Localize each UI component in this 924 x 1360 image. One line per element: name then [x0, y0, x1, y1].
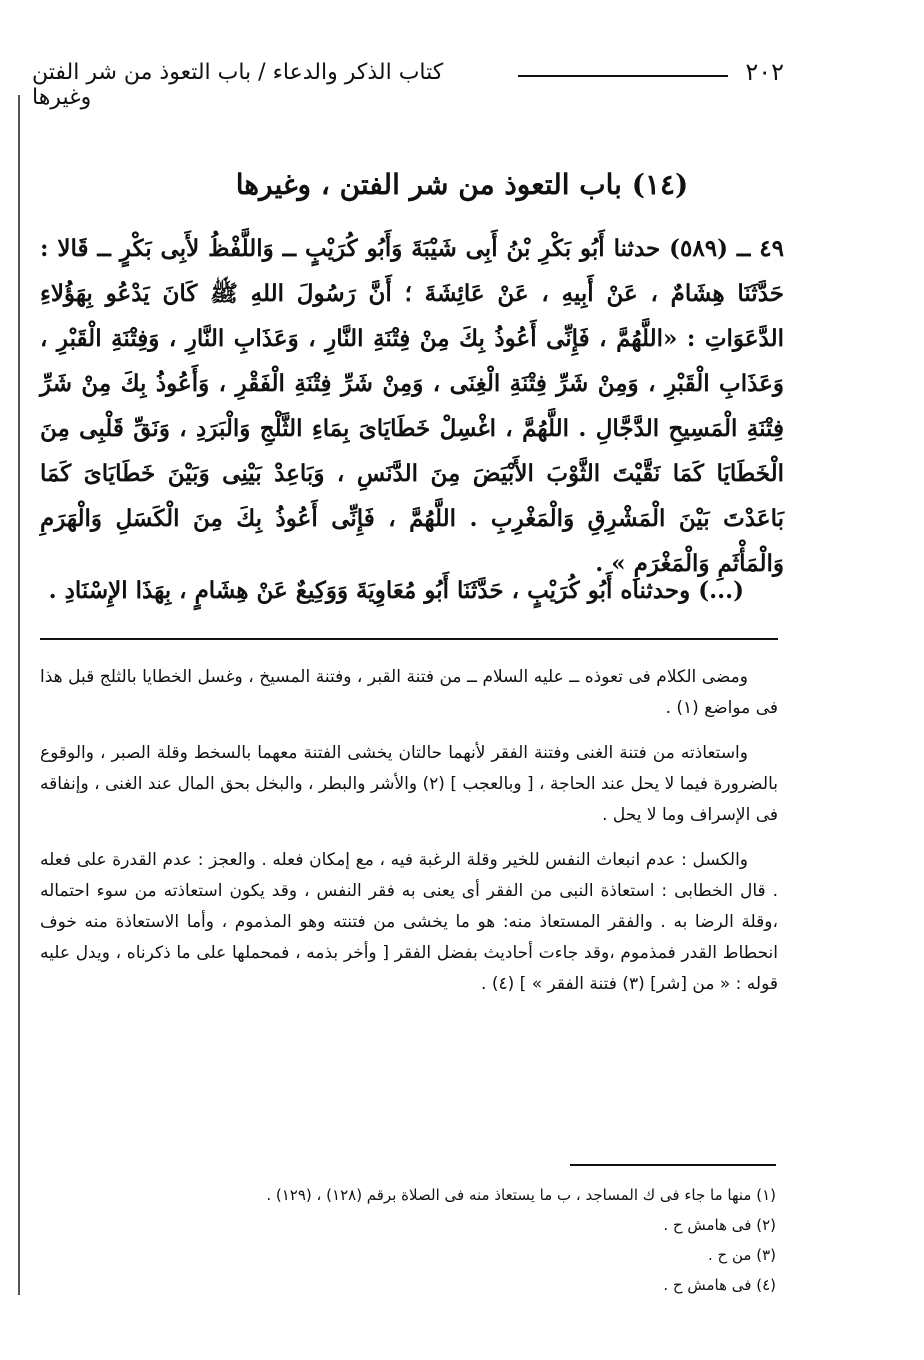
commentary	[40, 662, 778, 1014]
commentary-paragraph: والكسل : عدم انبعاث النفس للخير وقلة الرغبة فيه ، مع إمكان فعله . والعجز : عدم القدرة على فعله . قال الخطابى : استعاذة النبى من الفقر أى يعنى به فقر النفس ، وقد يكون استعاذته من سوء احتماله ،وقلة الرضا به . والفقر المستعاذ منه: هو ما يخشى من فتنته وهو المذموم ، وأما الاستعاذة منه خوف انحطاط القدر فمذموم ،وقد جاءت أحاديث بفضل الفقر [ وأخر بذمه ، فمحملها على ما ذكرناه ، ويدل عليه قوله : « من [شر] (٣) فتنة الفقر » ] (٤) .	[40, 850, 778, 994]
footnote: (٣) من ح .	[708, 1246, 776, 1264]
footnotes	[100, 1180, 776, 1300]
hadith-text: ٤٩ ــ (٥٨٩) حدثنا أَبُو بَكْرِ بْنُ أَبِى شَيْبَةَ وَأَبُو كُرَيْبٍ ــ وَاللَّفْظُ لأَبِى بَكْرٍ ــ قَالا : حَدَّثَنَا هِشَامٌ ، عَنْ أَبِيهِ ، عَنْ عَائِشَةَ ؛ أَنَّ رَسُولَ اللهِ ﷺ كَانَ يَدْعُو بِهَؤُلاءِ الدَّعَوَاتِ : «اللَّهُمَّ ، فَإِنِّى أَعُوذُ بِكَ مِنْ فِتْنَةِ النَّارِ ، وَعَذَابِ النَّارِ ، وَفِتْنَةِ الْقَبْرِ ، وَعَذَابِ الْقَبْرِ ، وَمِنْ شَرِّ فِتْنَةِ الْغِنَى ، وَمِنْ شَرِّ فِتْنَةِ الْفَقْرِ ، وَأَعُوذُ بِكَ مِنْ شَرِّ فِتْنَةِ الْمَسِيحِ الدَّجَّالِ . اللَّهُمَّ ، اغْسِلْ خَطَايَاىَ بِمَاءِ الثَّلْجِ وَالْبَرَدِ ، وَنَقِّ قَلْبِى مِنَ الْخَطَايَا كَمَا نَقَّيْتَ الثَّوْبَ الأَبْيَضَ مِنَ الدَّنَسِ ، وَبَاعِدْ بَيْنِى وَبَيْنَ خَطَايَاىَ كَمَا بَاعَدْتَ بَيْنَ الْمَشْرِقِ وَالْمَغْرِبِ . اللَّهُمَّ ، فَإِنِّى أَعُوذُ بِكَ مِنَ الْكَسَلِ وَالْهَرَمِ وَالْمَأْثَمِ وَالْمَغْرَمِ » .	[40, 235, 784, 577]
running-head: كتاب الذكر والدعاء / باب التعوذ من شر الفتن وغيرها	[32, 60, 444, 110]
commentary-paragraph: ومضى الكلام فى تعوذه ــ عليه السلام ــ من فتنة القبر ، وفتنة المسيخ ، وغسل الخطايا بالثلج قبل هذا فى مواضع (١) .	[40, 667, 778, 718]
commentary-separator	[40, 638, 778, 640]
page-number: ٢٠٢	[745, 58, 784, 86]
commentary-paragraph: واستعاذته من فتنة الغنى وفتنة الفقر لأنهما حالتان يخشى الفتنة معهما بالسخط وقلة الصبر ، والوقوع بالضرورة فيما لا يحل عند الحاجة ، [ وبالعجب ] (٢) والأشر والبطر ، والبخل بحق المال عند الغنى ، وإنفاقه فى الإسراف وما لا يحل .	[40, 743, 779, 825]
footnote-rule	[570, 1164, 776, 1166]
page-edge-rule	[18, 95, 20, 1295]
header-rule	[518, 75, 728, 77]
footnote: (١) منها ما جاء فى ك المساجد ، ب ما يستعاذ منه فى الصلاة برقم (١٢٨) ، (١٢٩) .	[266, 1186, 776, 1204]
hadith-chain: (...) وحدثناه أَبُو كُرَيْبٍ ، حَدَّثَنَا أَبُو مُعَاوِيَةَ وَوَكِيعٌ عَنْ هِشَامٍ ، بِهَذَا الإِسْنَادِ .	[48, 577, 744, 604]
footnote: (٢) فى هامش ح .	[663, 1216, 776, 1234]
footnote: (٤) فى هامش ح .	[663, 1276, 776, 1294]
chapter-title: (١٤) باب التعوذ من شر الفتن ، وغيرها	[235, 168, 689, 201]
